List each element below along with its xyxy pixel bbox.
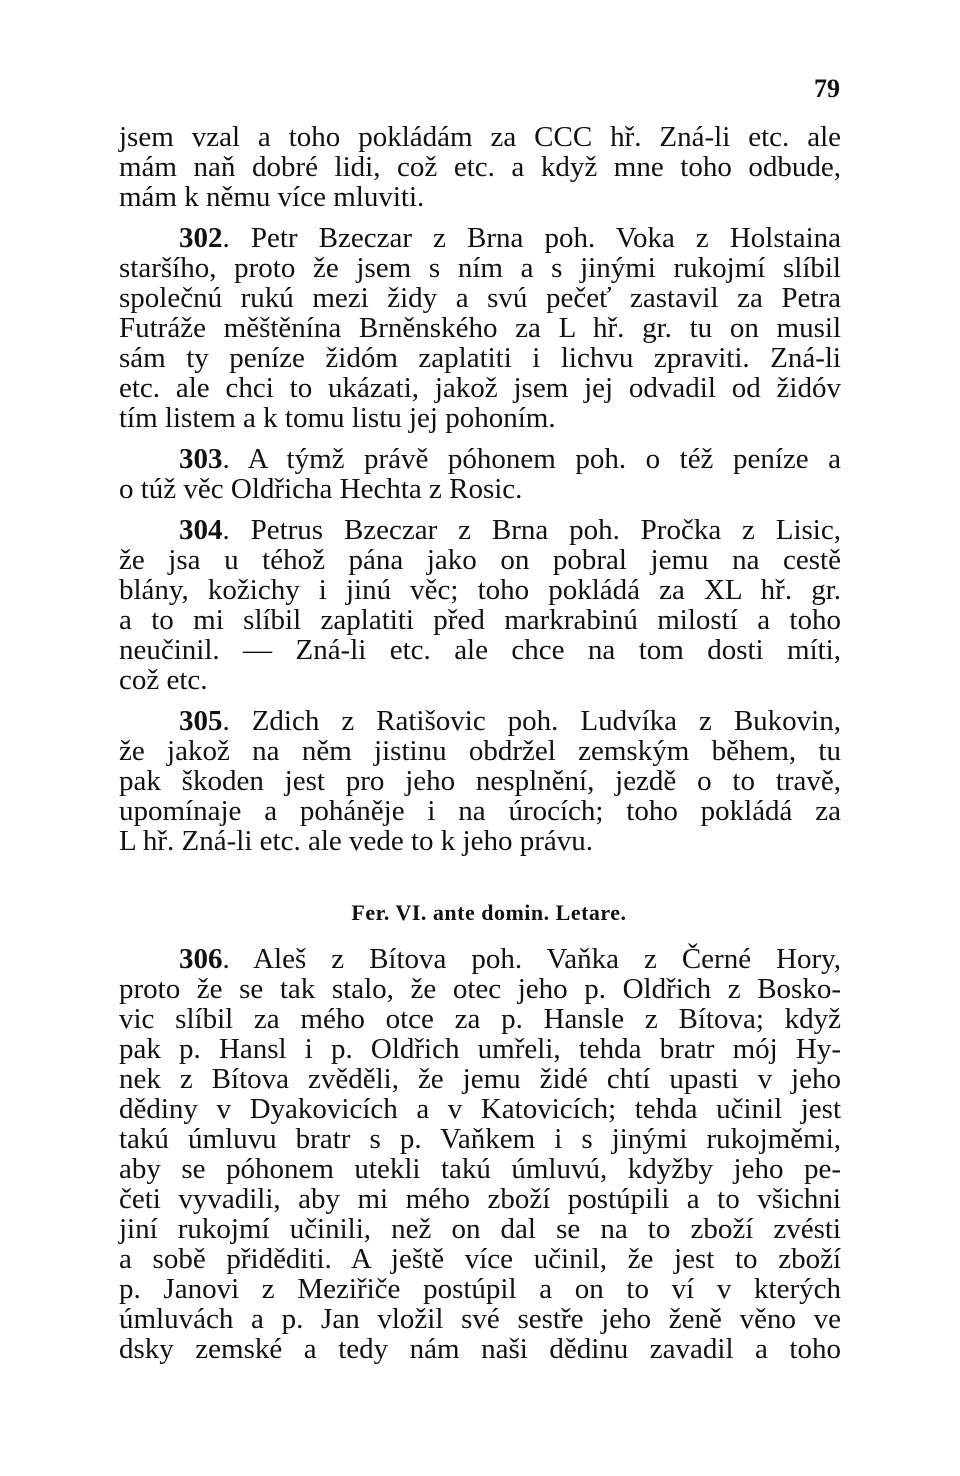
text-line: společnú rukú mezi židy a svú pečeť zastavil za Petra xyxy=(119,282,841,314)
text-line: mám naň dobré lidi, což etc. a když mne toho odbude, xyxy=(119,151,841,183)
text-line: jsem vzal a toho pokládám za CCC hř. Zná-li etc. ale xyxy=(119,121,841,153)
text-line: což etc. xyxy=(119,664,208,696)
text-line: L hř. Zná-li etc. ale vede to k jeho právu. xyxy=(119,825,594,857)
page-number: 79 xyxy=(814,74,840,103)
text-line: dědiny v Dyakovicích a v Katovicích; tehda učinil jest xyxy=(119,1093,841,1125)
text-line: že jakož na něm jistinu obdržel zemským během, tu xyxy=(119,735,841,767)
entry-text: . A týmž právě póhonem poh. o též peníze a xyxy=(222,443,841,475)
text-line: sám ty peníze židóm zaplatiti i lichvu zpraviti. Zná-li xyxy=(119,342,841,374)
text-line: že jsa u téhož pána jako on pobral jemu na cestě xyxy=(119,544,841,576)
text-line: mám k němu více mluviti. xyxy=(119,181,425,213)
text-line: vic slíbil za mého otce za p. Hansle z Bítova; když xyxy=(119,1003,841,1035)
text-line: Futráže měštěnína Brněnského za L hř. gr. tu on musil xyxy=(119,312,841,344)
entry-text: . Zdich z Ratišovic poh. Ludvíka z Bukovin, xyxy=(222,705,841,737)
entry-304-first-line xyxy=(119,515,841,545)
text-line: nek z Bítova zvěděli, že jemu židé chtí upasti v jeho xyxy=(119,1063,841,1095)
entry-text: . Aleš z Bítova poh. Vaňka z Černé Hory, xyxy=(222,943,841,975)
entry-306-first-line xyxy=(119,944,841,974)
entry-number: 305 xyxy=(179,705,223,737)
text-line: jiní rukojmí učinili, než on dal se na to zboží zvésti xyxy=(119,1213,841,1245)
entry-number: 302 xyxy=(179,222,223,254)
text-line: dsky zemské a tedy nám naši dědinu zavadil a toho xyxy=(119,1333,841,1365)
entry-305-first-line xyxy=(119,706,841,736)
text-line: úmluvách a p. Jan vložil své sestře jeho ženě věno ve xyxy=(119,1303,841,1335)
text-line: neučinil. — Zná-li etc. ale chce na tom dosti míti, xyxy=(119,634,841,666)
page-body-text xyxy=(119,122,841,1364)
text-line: takú úmluvu bratr s p. Vaňkem i s jinými rukojměmi, xyxy=(119,1123,841,1155)
text-line: aby se póhonem utekli takú úmluvú, kdyžby jeho pe- xyxy=(119,1153,841,1185)
text-line: tím listem a k tomu listu jej pohoním. xyxy=(119,402,556,434)
text-line: pak p. Hansl i p. Oldřich umřeli, tehda bratr mój Hy- xyxy=(119,1033,841,1065)
text-line: proto že se tak stalo, že otec jeho p. Oldřich z Bosko- xyxy=(119,973,841,1005)
entry-number: 304 xyxy=(179,514,223,546)
text-line: a sobě přiděditi. A ještě více učinil, že jest to zboží xyxy=(119,1243,841,1275)
text-line: četi vyvadili, aby mi mého zboží postúpili a to všichni xyxy=(119,1183,841,1215)
entry-302-first-line xyxy=(119,223,841,253)
text-line: p. Janovi z Meziřiče postúpil a on to ví v kterých xyxy=(119,1273,841,1305)
text-line: blány, kožichy i jinú věc; toho pokládá za XL hř. gr. xyxy=(119,574,841,606)
text-line: etc. ale chci to ukázati, jakož jsem jej odvadil od židóv xyxy=(119,372,841,404)
entry-303-first-line xyxy=(119,444,841,474)
entry-text: . Petrus Bzeczar z Brna poh. Pročka z Lisic, xyxy=(222,514,841,546)
text-line: a to mi slíbil zaplatiti před markrabinú milostí a toho xyxy=(119,604,841,636)
text-line: staršího, proto že jsem s ním a s jinými rukojmí slíbil xyxy=(119,252,841,284)
text-line: pak škoden jest pro jeho nesplnění, jezdě o to travě, xyxy=(119,765,841,797)
section-heading: Fer. VI. ante domin. Letare. xyxy=(351,900,627,925)
text-line: upomínaje a poháněje i na úrocích; toho pokládá za xyxy=(119,795,841,827)
text-line: o túž věc Oldřicha Hechta z Rosic. xyxy=(119,473,523,505)
entry-number: 306 xyxy=(179,943,223,975)
entry-number: 303 xyxy=(179,443,223,475)
entry-text: . Petr Bzeczar z Brna poh. Voka z Holstaina xyxy=(222,222,841,254)
